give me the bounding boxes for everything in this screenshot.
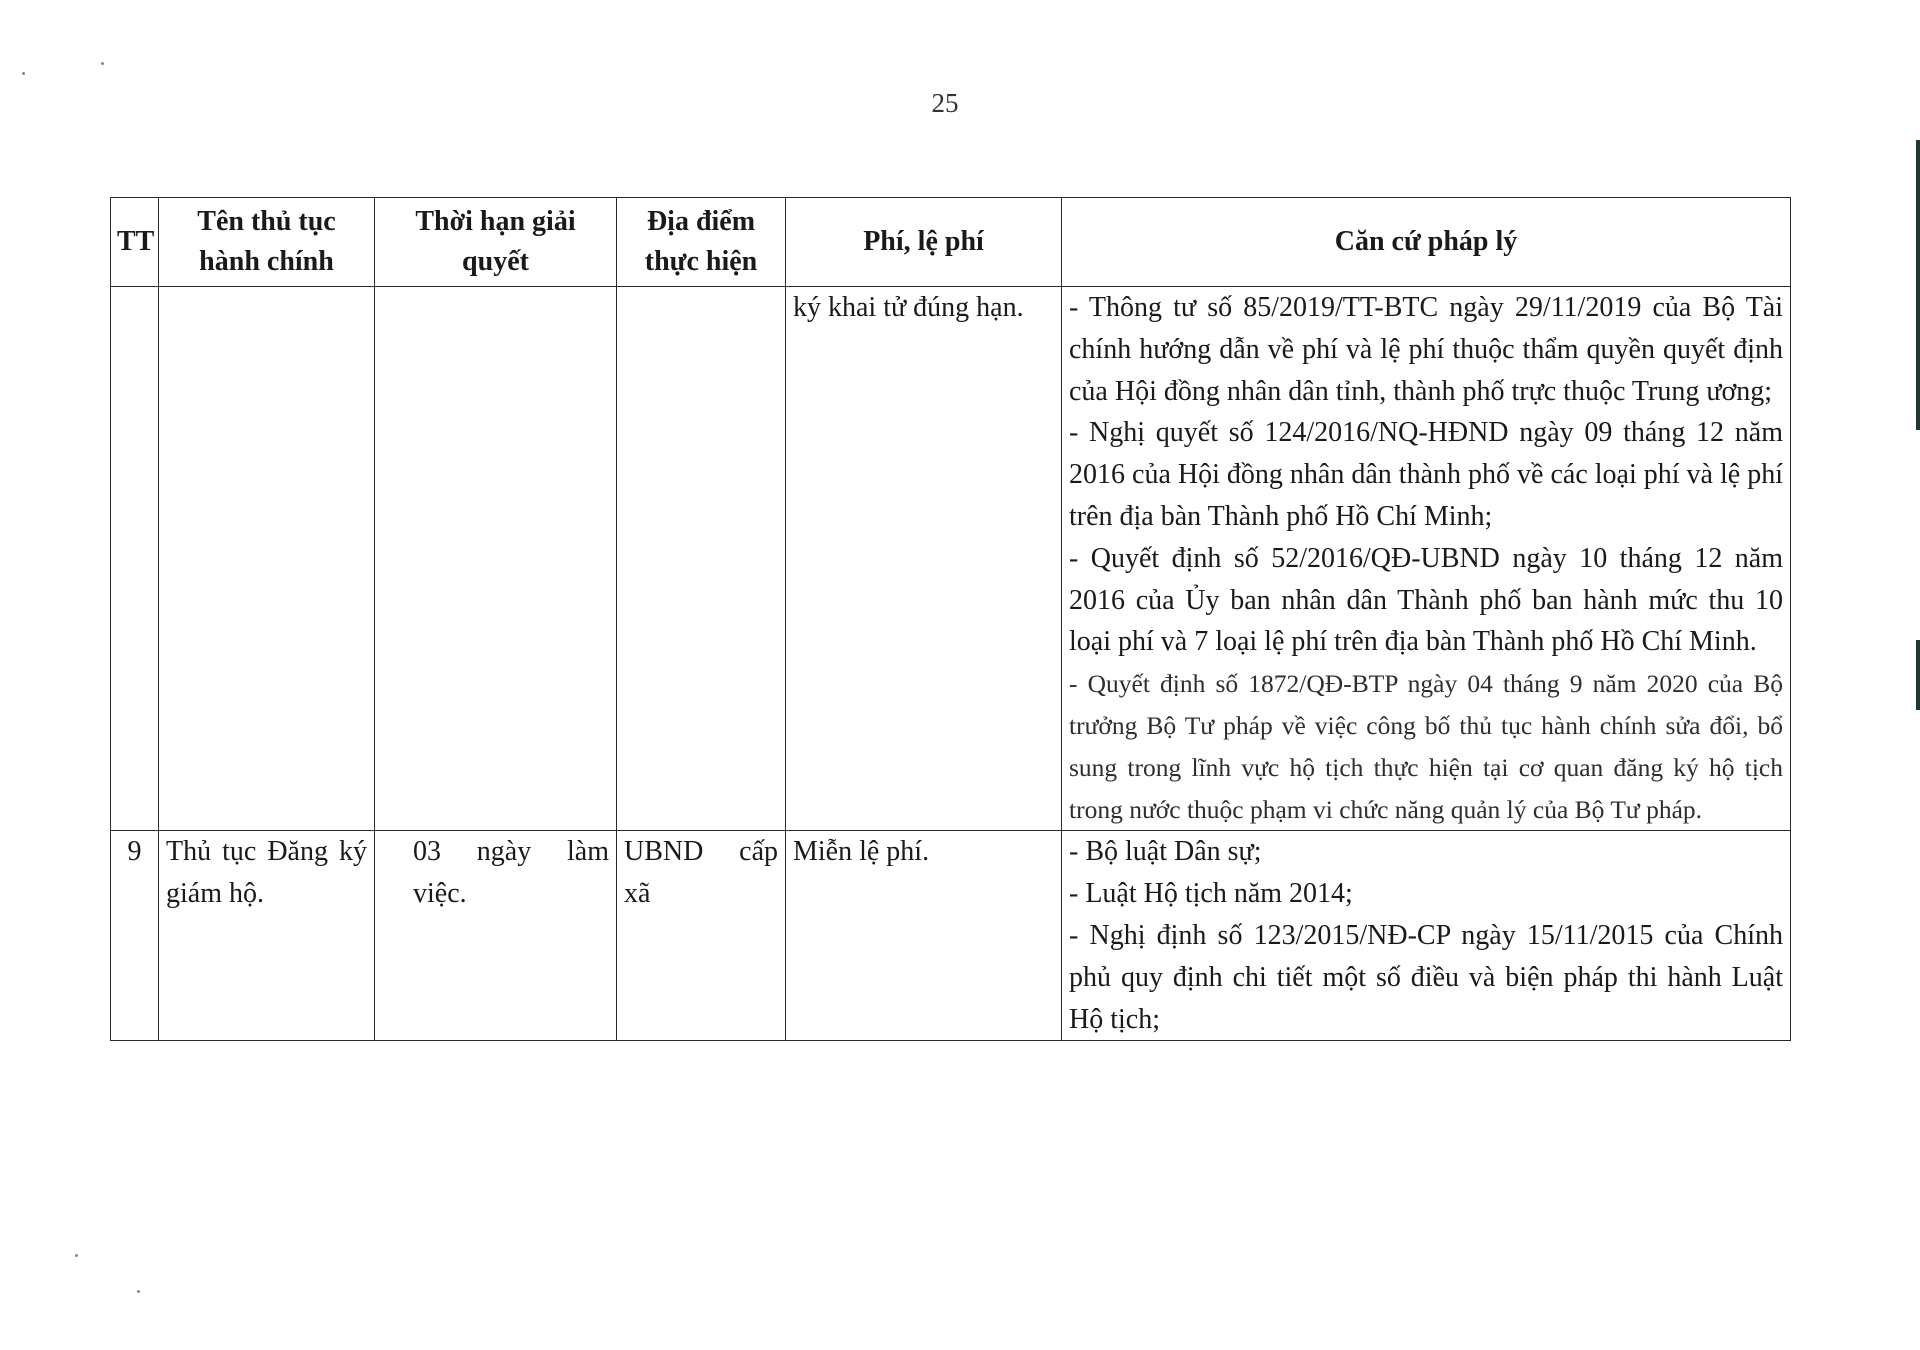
header-processing-time: Thời hạn giải quyết (375, 198, 617, 287)
header-procedure-name: Tên thủ tục hành chính (159, 198, 375, 287)
header-legal-basis: Căn cứ pháp lý (1062, 198, 1791, 287)
legal-basis-item: - Nghị định số 123/2015/NĐ-CP ngày 15/11/2015 của Chính phủ quy định chi tiết một số điều và biện pháp thi hành Luật Hộ tịch; (1069, 919, 1783, 1035)
cell-processing-time: 03 ngày làm việc. (375, 831, 617, 1041)
scan-speck (22, 72, 25, 75)
cell-procedure-name: Thủ tục Đăng ký giám hộ. (159, 831, 375, 1041)
scan-edge-mark (1916, 140, 1920, 430)
scan-edge-mark (1916, 640, 1920, 710)
table-header-row (111, 198, 1791, 287)
cell-procedure-name (159, 287, 375, 831)
scan-speck (137, 1290, 140, 1293)
page-number: 25 (931, 88, 959, 118)
scan-speck (101, 62, 104, 65)
cell-tt: 9 (111, 831, 159, 1041)
procedures-table (110, 197, 1791, 1041)
legal-basis-item: - Luật Hộ tịch năm 2014; (1069, 878, 1353, 910)
header-fee: Phí, lệ phí (786, 198, 1062, 287)
legal-basis-item: - Quyết định số 1872/QĐ-BTP ngày 04 tháng 9 năm 2020 của Bộ trưởng Bộ Tư pháp về việc công bố thủ tục hành chính sửa đổi, bổ sung trong lĩnh vực hộ tịch thực hiện tại cơ quan đăng ký hộ tịch trong nước thuộc phạm vi chức năng quản lý của Bộ Tư pháp. (1069, 669, 1783, 824)
cell-place (617, 287, 786, 831)
table-row (111, 831, 1791, 1041)
cell-place: UBND cấp xã (617, 831, 786, 1041)
cell-legal-basis (1062, 287, 1791, 831)
cell-legal-basis (1062, 831, 1791, 1041)
legal-basis-item: - Thông tư số 85/2019/TT-BTC ngày 29/11/2019 của Bộ Tài chính hướng dẫn về phí và lệ phí thuộc thẩm quyền quyết định của Hội đồng nhân dân tỉnh, thành phố trực thuộc Trung ương; (1069, 292, 1783, 407)
header-tt: TT (111, 198, 159, 287)
legal-basis-item: - Bộ luật Dân sự; (1069, 836, 1262, 868)
cell-tt (111, 287, 159, 831)
legal-basis-item: - Nghị quyết số 124/2016/NQ-HĐND ngày 09 tháng 12 năm 2016 của Hội đồng nhân dân thành phố về các loại phí và lệ phí trên địa bàn Thành phố Hồ Chí Minh; (1069, 417, 1783, 532)
header-place: Địa điểm thực hiện (617, 198, 786, 287)
scan-speck (75, 1254, 78, 1257)
cell-fee: ký khai tử đúng hạn. (786, 287, 1062, 831)
cell-fee: Miễn lệ phí. (786, 831, 1062, 1041)
table-row (111, 287, 1791, 831)
legal-basis-item: - Quyết định số 52/2016/QĐ-UBND ngày 10 tháng 12 năm 2016 của Ủy ban nhân dân Thành phố ban hành mức thu 10 loại phí và 7 loại lệ phí trên địa bàn Thành phố Hồ Chí Minh. (1069, 542, 1783, 658)
cell-processing-time (375, 287, 617, 831)
